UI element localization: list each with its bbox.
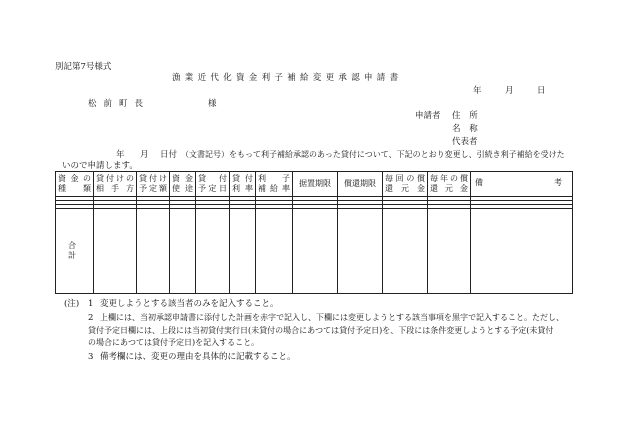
header-borrower: 貸付けの 相手方: [94, 172, 137, 197]
form-label: 別記第7号様式: [55, 62, 112, 72]
body-day: 日付: [160, 150, 178, 160]
body-month: 月: [140, 150, 149, 160]
table-header-row: [56, 172, 573, 197]
note-2-text-line3: の場合にあつては貸付予定日)を記入すること。: [88, 338, 260, 347]
applicant-name: 名 称: [452, 124, 481, 134]
date-day: 日: [537, 86, 546, 96]
header-remarks: 備 考: [471, 172, 573, 197]
addressee-honorific: 様: [208, 99, 217, 109]
note-2-text-line2: 貸付予定日欄には、上段には当初貸付実行日(未貸付の場合にあつては貸付予定日)を、下段には条件変更しようとする予定(未貸付: [88, 326, 554, 335]
note-1-number: 1: [88, 299, 94, 309]
applicant-label: 申請者: [415, 111, 441, 121]
table-total-row: [56, 209, 573, 294]
note-2-text-line1: 上欄には、当初承認申請書に添付した計画を赤字で記入し、下欄には変更しようとする該当事項を黒字で記入すること。ただし、: [100, 313, 564, 322]
change-table: [55, 171, 573, 294]
body-year: 年: [116, 150, 125, 160]
applicant-address: 住 所: [452, 111, 481, 121]
header-subsidy-rate: 利 子 補給率: [256, 172, 293, 197]
header-fund-use: 資金 使途: [170, 172, 196, 197]
body-text-line2: いので申請します。: [62, 161, 138, 171]
addressee-name: 松前町長: [88, 99, 151, 109]
applicant-representative: 代表者: [452, 137, 478, 147]
note-2-number: 2: [88, 313, 94, 323]
total-label: 合計: [56, 209, 94, 294]
document-title: 漁業近代化資金利子補給変更承認申請書: [172, 73, 403, 83]
date-month: 月: [505, 86, 514, 96]
header-loan-amount: 貸付け 予定額: [137, 172, 170, 197]
header-grace-period: 据置期限: [293, 172, 338, 197]
header-repayment-period: 償還期限: [338, 172, 383, 197]
body-text-line1: （文書記号）をもって利子補給承認のあった貸付について、下記のとおり変更し、引続き利子補給を受けた: [181, 150, 565, 159]
header-loan-date: 貸 付 予定日: [196, 172, 230, 197]
note-3-text: 備考欄には、変更の理由を具体的に記載すること。: [100, 352, 296, 362]
header-loan-rate: 貸付 利率: [230, 172, 256, 197]
header-annual-repayment: 毎年の償 還元金: [428, 172, 471, 197]
header-fund-type: 資金の 種 類: [56, 172, 94, 197]
note-3-number: 3: [88, 352, 94, 362]
date-year: 年: [473, 86, 482, 96]
header-per-repayment: 毎回の償 還元金: [383, 172, 428, 197]
notes-label: (注): [64, 299, 80, 309]
note-1-text: 変更しようとする該当者のみを記入すること。: [100, 299, 279, 309]
